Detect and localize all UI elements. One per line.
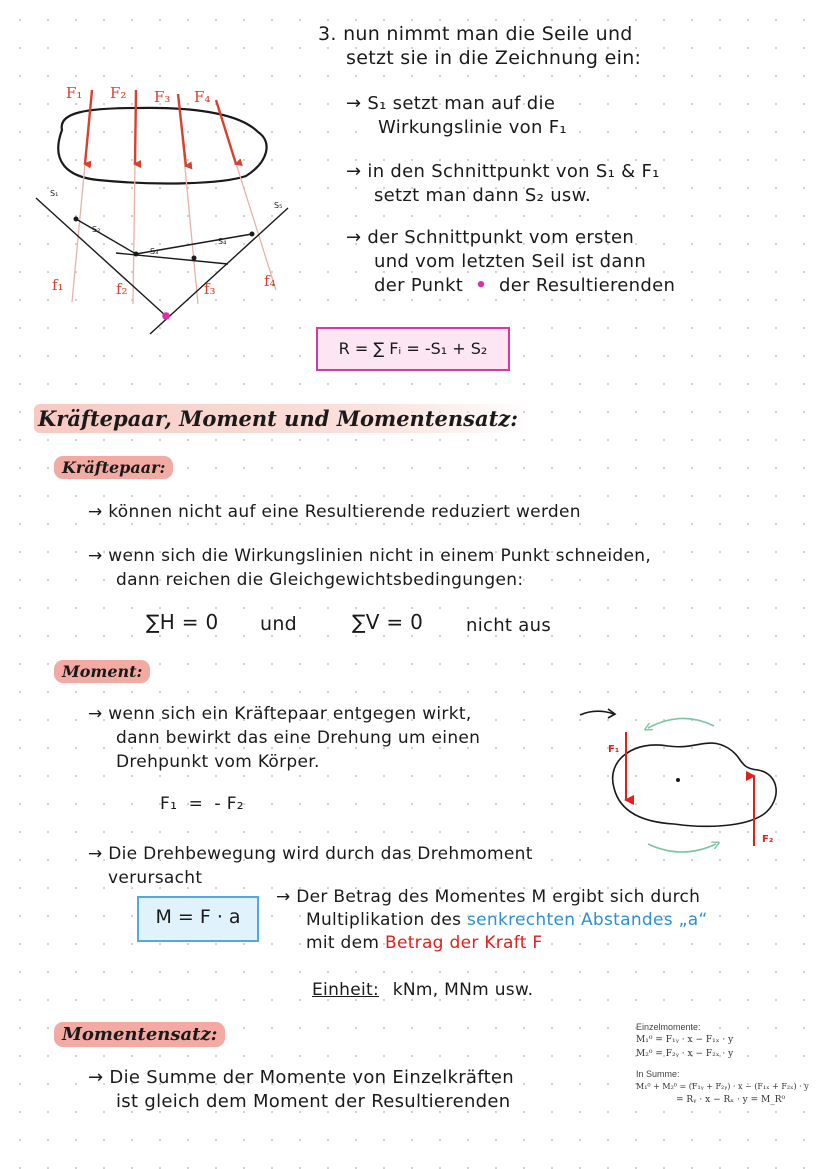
equilibrium-eq-1: ∑H = 0 (146, 610, 219, 634)
label-line-2: f₂ (116, 280, 128, 298)
force-arrow-f3 (178, 94, 186, 166)
label-rope-1: S₁ (50, 189, 59, 198)
rope-s5 (150, 208, 288, 334)
moment-line2: dann bewirkt das eine Drehung um einen (116, 728, 481, 748)
section-title: Kräftepaar, Moment und Momentensatz: (34, 404, 528, 433)
momentensatz-line1: → Die Summe der Momente von Einzelkräften (88, 1067, 515, 1088)
moment-desc2b: senkrechten Abstandes „a“ (466, 910, 708, 930)
resultant-point-marker: • (475, 275, 488, 296)
unit-label: Einheit: (312, 980, 379, 1000)
moment-text-2 (88, 842, 533, 890)
bullet3-line3 (346, 274, 675, 298)
bullet3-line3b: der Resultierenden (499, 275, 676, 296)
kraeftepaar-line2 (88, 544, 651, 592)
force-arrow-f2 (135, 90, 136, 164)
einzel-eq-2 (636, 1049, 822, 1059)
step3-bullet1 (346, 92, 567, 140)
rope-polygon-diagram (18, 72, 318, 342)
moment-desc3 (276, 932, 708, 955)
node-1 (74, 217, 79, 222)
node-4 (250, 232, 255, 237)
in-summe-label: In Summe: (636, 1069, 680, 1079)
bullet3-line2: und vom letzten Seil ist dann (374, 251, 647, 272)
step3-line1: 3. nun nimmt man die Seile und (318, 23, 633, 45)
force-arrow-f1 (85, 90, 92, 164)
moment-label-f1: F₁ (608, 744, 620, 755)
resultant-formula: R = ∑ Fᵢ = -S₁ + S₂ (338, 339, 488, 358)
moment-text (88, 702, 480, 774)
moment-description (276, 886, 708, 955)
unit-values: kNm, MNm usw. (392, 980, 534, 1000)
rope-s3 (116, 253, 228, 264)
moment-desc2 (276, 909, 708, 932)
summe-eq-2 (636, 1095, 822, 1105)
momentensatz-title: Momentensatz: (54, 1022, 225, 1047)
bullet1-line1: → S₁ setzt man auf die (346, 93, 556, 114)
bullet2-line2: setzt man dann S₂ usw. (374, 185, 591, 206)
label-rope-5: S₅ (274, 201, 283, 210)
label-force-1: F₁ (66, 84, 83, 102)
label-rope-3: S₃ (150, 247, 159, 256)
summe-eq-1 (636, 1082, 822, 1091)
moment-line1: → wenn sich ein Kräftepaar entgegen wirkt, (88, 704, 472, 724)
step3-heading (318, 22, 641, 70)
bullet2-line1: → in den Schnittpunkt von S₁ & F₁ (346, 161, 660, 182)
rotation-arrow-bottom (648, 844, 716, 852)
kraeftepaar-line1: → können nicht auf eine Resultierende reduziert werden (88, 502, 581, 522)
moment-label-f2: F₂ (762, 834, 774, 845)
step3-line2: setzt sie in die Zeichnung ein: (346, 47, 642, 69)
equilibrium-not-enough: nicht aus (466, 615, 552, 636)
label-line-3: f₃ (204, 280, 216, 298)
einzel-eq-1 (636, 1035, 822, 1045)
label-rope-4: S₄ (218, 237, 227, 246)
moment-formula: M = F · a (155, 906, 241, 928)
resultant-point (162, 312, 170, 320)
momentensatz-text (88, 1066, 514, 1114)
step3-bullet2 (346, 160, 660, 208)
equilibrium-and: und (260, 613, 298, 635)
kraeftepaar-title: Kräftepaar: (54, 456, 173, 479)
label-force-2: F₂ (110, 84, 127, 102)
step3-bullet3 (346, 226, 675, 298)
kraeftepaar-line2b: dann reichen die Gleichgewichtsbedingungen: (116, 570, 524, 590)
label-line-1: f₁ (52, 276, 64, 294)
summe-eq-2-text: = Rᵧ · x − Rₓ · y = M_R⁰ (676, 1095, 786, 1105)
moment-desc3a: mit dem (306, 933, 380, 953)
rope-s2 (76, 219, 136, 254)
momentensatz-formulas (636, 1022, 822, 1105)
moment-desc1: → Der Betrag des Momentes M ergibt sich durch (276, 887, 701, 907)
moment-body-outline (613, 743, 777, 826)
label-force-3: F₃ (154, 88, 171, 106)
moment-desc3b: Betrag der Kraft F (384, 933, 543, 953)
kraeftepaar-line2a: → wenn sich die Wirkungslinien nicht in einem Punkt schneiden, (88, 546, 652, 566)
label-force-4: F₄ (194, 88, 211, 106)
moment-formula-box (137, 896, 259, 942)
force-pair-equation: F₁ = - F₂ (160, 794, 244, 814)
bullet3-line1: → der Schnittpunkt vom ersten (346, 227, 635, 248)
force-arrow-f4 (216, 100, 236, 164)
moment-diagram (598, 712, 798, 862)
einzelmomente-label: Einzelmomente: (636, 1022, 701, 1032)
equilibrium-eq-2: ∑V = 0 (352, 610, 424, 634)
pivot-point (676, 778, 680, 782)
einzel-eq-2-text: M₂⁰ = F₂ᵧ · x − F₂ₓ · y (636, 1049, 734, 1059)
unit-line (312, 978, 533, 1002)
resultant-formula-box (316, 327, 510, 371)
bullet1-line2: Wirkungslinie von F₁ (378, 117, 567, 138)
summe-eq-1-text: M₁⁰ + M₂⁰ = (F₁ᵧ + F₂ᵧ) · x − (F₁ₓ + F₂ₓ) · y (636, 1082, 809, 1091)
einzel-eq-1-text: M₁⁰ = F₁ᵧ · x − F₁ₓ · y (636, 1035, 734, 1045)
moment-title: Moment: (54, 660, 150, 683)
moment-line4: → Die Drehbewegung wird durch das Drehmoment (88, 844, 533, 864)
node-3 (192, 256, 197, 261)
rope-s1 (36, 198, 166, 316)
moment-line3: Drehpunkt vom Körper. (116, 752, 320, 772)
moment-line5: verursacht (108, 868, 203, 888)
momentensatz-line2: ist gleich dem Moment der Resultierenden (116, 1091, 511, 1112)
label-rope-2: S₂ (92, 225, 101, 234)
moment-desc2a: Multiplikation des (306, 910, 462, 930)
rotation-arrow-top (648, 718, 714, 728)
bullet3-line3a: der Punkt (374, 275, 464, 296)
node-2 (134, 252, 139, 257)
label-line-4: f₄ (264, 272, 276, 290)
